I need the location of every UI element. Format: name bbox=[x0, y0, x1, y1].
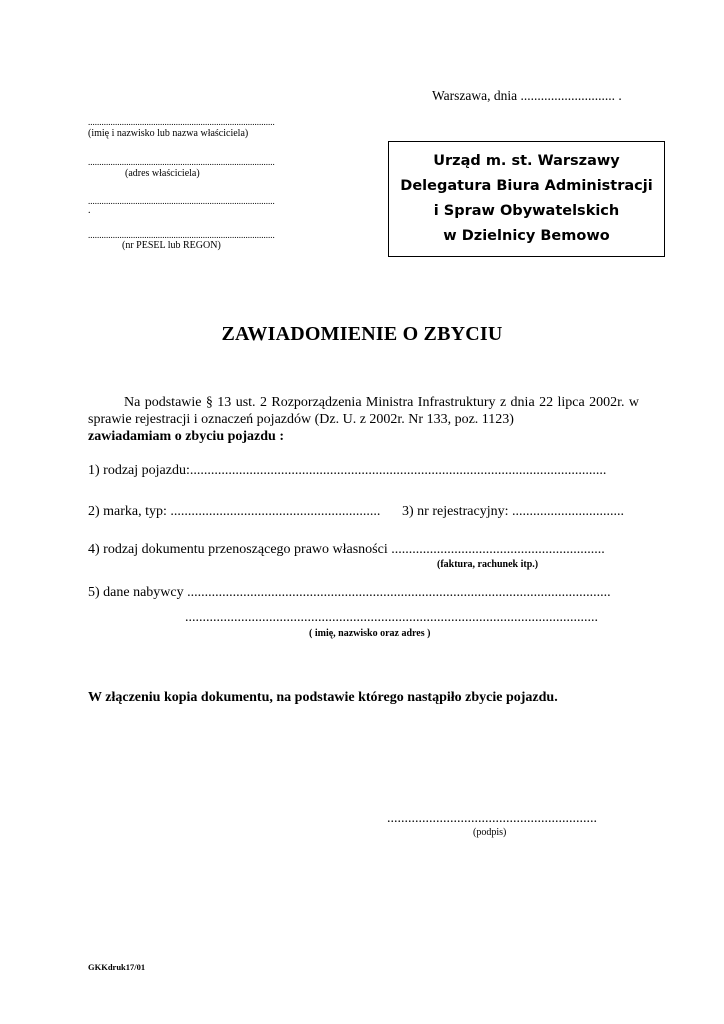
intro-text: Na podstawie § 13 ust. 2 Rozporządzenia Ministra Infrastruktury z dnia 22 lipca 2002r. w sprawie rejestracji i oznaczeń pojazdów (Dz. U. z 2002r. Nr 133, poz. 1123) bbox=[88, 395, 639, 427]
field-registration-number[interactable]: 3) nr rejestracyjny: ................................ bbox=[402, 504, 625, 519]
owner-pesel-line[interactable]: ................................................................................... bbox=[88, 230, 275, 240]
field-vehicle-type[interactable]: 1) rodzaj pojazdu:....................................................................................................................... bbox=[88, 463, 607, 478]
office-line-3: i Spraw Obywatelskich bbox=[433, 203, 620, 219]
owner-address-line-2[interactable]: ................................................................................... bbox=[88, 196, 275, 206]
intro-bold-text: zawiadamiam o zbyciu pojazdu : bbox=[88, 429, 284, 444]
field-buyer-data-line-2[interactable]: ...................................................................................................................... bbox=[185, 610, 598, 625]
form-code: GKKdruk17/01 bbox=[88, 962, 146, 972]
owner-name-caption: (imię i nazwisko lub nazwa właściciela) bbox=[88, 128, 249, 139]
signature-caption: (podpis) bbox=[473, 827, 507, 838]
office-line-4: w Dzielnicy Bemowo bbox=[443, 228, 610, 244]
buyer-data-caption: ( imię, nazwisko oraz adres ) bbox=[309, 628, 431, 639]
ownership-document-caption: (faktura, rachunek itp.) bbox=[437, 559, 539, 570]
field-ownership-document[interactable]: 4) rodzaj dokumentu przenoszącego prawo własności ............................................................. bbox=[88, 542, 605, 557]
owner-name-line[interactable]: ................................................................................... bbox=[88, 117, 275, 127]
attachment-note: W złączeniu kopia dokumentu, na podstawie którego nastąpiło zbycie pojazdu. bbox=[88, 690, 558, 705]
document-title: ZAWIADOMIENIE O ZBYCIU bbox=[221, 323, 503, 345]
field-make-model[interactable]: 2) marka, typ: ............................................................ bbox=[88, 504, 381, 519]
owner-address-line[interactable]: ................................................................................... bbox=[88, 157, 275, 167]
place-date: Warszawa, dnia ............................ . bbox=[432, 88, 622, 103]
owner-pesel-caption: (nr PESEL lub REGON) bbox=[122, 240, 221, 251]
owner-address-mark: . bbox=[88, 205, 91, 216]
intro-paragraph bbox=[88, 394, 639, 445]
office-line-1: Urząd m. st. Warszawy bbox=[433, 153, 620, 169]
office-line-2: Delegatura Biura Administracji bbox=[400, 178, 653, 194]
field-buyer-data[interactable]: 5) dane nabywcy ......................................................................................................................... bbox=[88, 585, 611, 600]
office-address-box bbox=[388, 141, 665, 257]
signature-line[interactable]: ............................................................ bbox=[387, 811, 597, 826]
owner-address-caption: (adres właściciela) bbox=[125, 168, 200, 179]
